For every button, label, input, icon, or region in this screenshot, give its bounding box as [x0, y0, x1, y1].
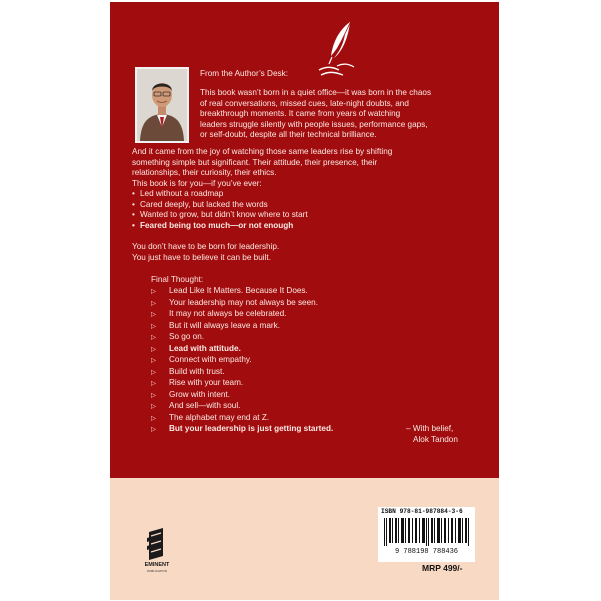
paragraph-line: And it came from the joy of watching those same leaders rise by shifting [132, 147, 393, 156]
final-thought-text: Lead with attitude. [169, 343, 241, 353]
final-thought-item [151, 424, 333, 436]
reader-bullet-list [132, 189, 308, 231]
final-thought-item [151, 378, 333, 390]
intro-line: leaders struggle silently with people issues, performance gaps, [200, 119, 428, 129]
triangle-arrow-icon: ▷ [151, 334, 156, 341]
final-thought-text: Grow with intent. [169, 389, 230, 399]
final-thought-text: The alphabet may end at Z. [169, 412, 270, 422]
triangle-arrow-icon: ▷ [151, 322, 156, 330]
final-thought-text: So go on. [169, 332, 205, 341]
final-thought-text: It may not always be celebrated. [169, 309, 287, 318]
triangle-arrow-icon: ▷ [151, 414, 156, 422]
publisher-tagline: PUBLICATION [147, 569, 167, 573]
triangle-arrow-icon: ▷ [151, 368, 156, 376]
quill-pen-icon [317, 20, 357, 80]
red-panel [110, 2, 499, 478]
closing-line: You don’t have to be born for leadership. [132, 242, 280, 251]
triangle-arrow-icon: ▷ [151, 380, 156, 387]
closing-line: You just have to believe it can be built. [132, 252, 271, 262]
barcode-digits: 9 788198 788436 [394, 548, 458, 556]
authors-desk-heading: From the Author’s Desk: [200, 69, 288, 78]
author-photo [135, 67, 189, 143]
triangle-arrow-icon: ▷ [151, 345, 156, 353]
final-thought-text: But your leadership is just getting started. [169, 424, 334, 433]
final-thought-text: Lead Like It Matters. Because It Does. [169, 286, 308, 295]
triangle-arrow-icon: ▷ [151, 357, 156, 364]
paragraph-line: relationships, their curiosity, their ethics. [132, 168, 277, 177]
final-thought-item [151, 401, 333, 413]
final-thought-item [151, 355, 333, 367]
final-thought-heading: Final Thought: [151, 275, 204, 284]
final-thought-list [151, 286, 333, 436]
triangle-arrow-icon: ▷ [151, 299, 156, 307]
author-name: Alok Tandon [413, 434, 458, 444]
triangle-arrow-icon: ▷ [151, 391, 156, 399]
final-thought-item [151, 390, 333, 402]
final-thought-text: Rise with your team. [169, 378, 244, 387]
intro-line: of real conversations, missed cues, late-night doubts, and [200, 98, 409, 108]
triangle-arrow-icon: ▷ [151, 311, 156, 318]
final-thought-text: Connect with empathy. [169, 355, 252, 364]
final-thought-item [151, 332, 333, 344]
price-label: MRP 499/- [422, 563, 463, 573]
triangle-arrow-icon: ▷ [151, 288, 156, 295]
final-thought-text: Build with trust. [169, 366, 225, 376]
for-you-line: This book is for you—if you’ve ever: [132, 178, 262, 188]
bullet-item: • Cared deeply, but lacked the words [132, 200, 308, 211]
second-paragraph [132, 147, 471, 189]
intro-line: or self-doubt, despite all their technical brilliance. [200, 130, 377, 139]
final-thought-item [151, 344, 333, 356]
final-thought-item [151, 367, 333, 379]
final-thought-text: And sell—with soul. [169, 401, 241, 410]
final-thought-text: Your leadership may not always be seen. [169, 297, 318, 307]
intro-line: breakthrough moments. It came from years of watching [200, 109, 401, 118]
isbn-barcode [378, 507, 475, 562]
signoff-line: – With belief, [406, 424, 454, 433]
triangle-arrow-icon: ▷ [151, 426, 156, 433]
triangle-arrow-icon: ▷ [151, 403, 156, 410]
bullet-item: • Led without a roadmap [132, 189, 308, 200]
bullet-item: • Wanted to grow, but didn’t know where to start [132, 210, 308, 221]
final-thought-item [151, 321, 333, 333]
final-thought-item [151, 286, 333, 298]
book-back-cover [110, 2, 499, 600]
barcode-bars [384, 518, 470, 546]
final-thought-item [151, 413, 333, 425]
final-thought-item [151, 309, 333, 321]
final-thought-text: But it will always leave a mark. [169, 320, 281, 330]
closing-lines [132, 242, 279, 263]
author-signoff [406, 424, 458, 445]
isbn-label: ISBN 978-81-987884-3-6 [381, 508, 463, 515]
intro-paragraph [200, 88, 471, 141]
paragraph-line: something simple but significant. Their attitude, their presence, their [132, 157, 378, 167]
intro-line: This book wasn’t born in a quiet office—it was born in the chaos [200, 88, 432, 97]
bullet-item: • Feared being too much—or not enough [132, 221, 308, 232]
publisher-name: EMINENT [144, 562, 170, 568]
final-thought-item [151, 298, 333, 310]
